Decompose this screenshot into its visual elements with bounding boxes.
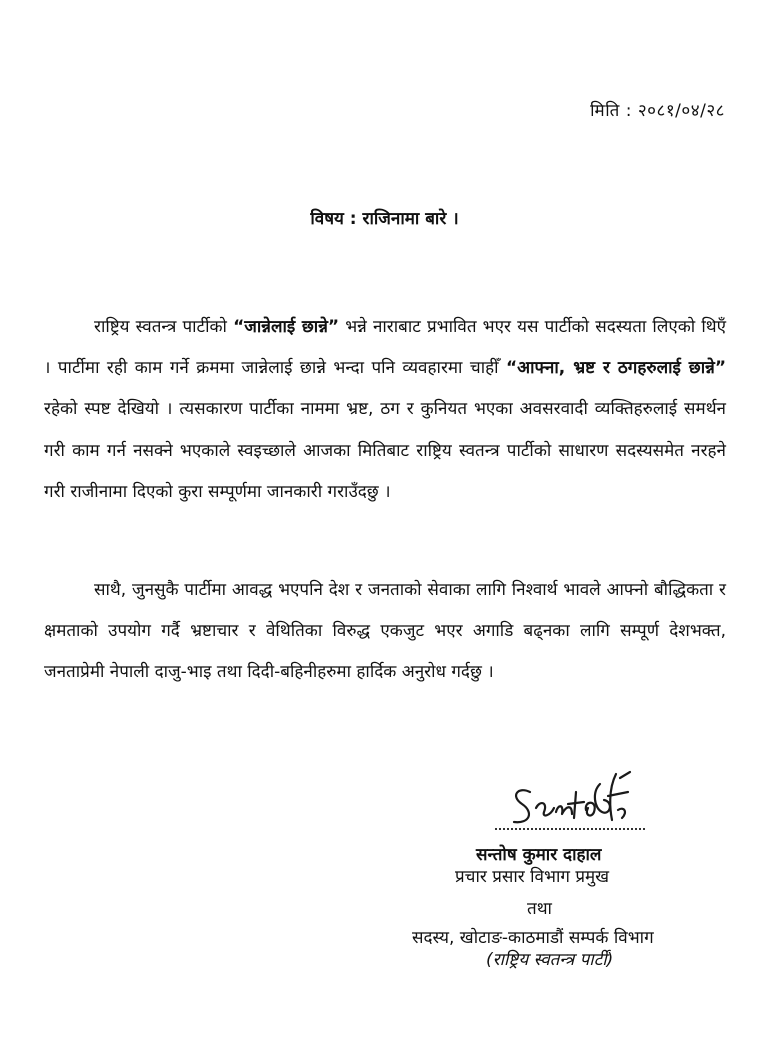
handwritten-signature bbox=[500, 762, 640, 837]
letter-subject: विषय : राजिनामा बारे । bbox=[310, 209, 459, 229]
paragraph-text: साथै, जुनसुकै पार्टीमा आवद्ध भएपनि देश र जनताको सेवाका लागि निश्वार्थ भावले आफ्नो बौद्धिकता र क्षमताको उपयोग गर्दै भ्रष्टाचार र वेथितिका विरुद्ध एकजुट भएर अगाडि बढ्नका लागि सम्पूर्ण देशभक्त, जनताप्रेमी नेपाली दाजु-भाइ तथा दिदी-बहिनीहरुमा हार्दिक अनुरोध गर्दछु । bbox=[44, 580, 726, 683]
paragraph-text: राष्ट्रिय स्वतन्त्र पार्टीको bbox=[94, 317, 234, 337]
party-name: (राष्ट्रिय स्वतन्त्र पार्टी) bbox=[486, 950, 614, 970]
paragraph-text: रहेको स्पष्ट देखियो । त्यसकारण पार्टीका नाममा भ्रष्ट, ठग र कुनियत भएका अवसरवादी व्यक्तिहरुलाई समर्थन गरी काम गर्न नसक्ने भएकाले स्वइच्छाले आजका मितिबाट राष्ट्रिय स्वतन्त्र पार्टीको साधारण सदस्यसमेत नरहने गरी राजीनामा दिएको कुरा सम्पूर्णमा जानकारी गराउँदछु । bbox=[44, 399, 726, 502]
paragraph-appeal bbox=[44, 570, 726, 694]
signatory-name: सन्तोष कुमार दाहाल bbox=[476, 845, 602, 865]
paragraph-resignation bbox=[44, 307, 726, 513]
slogan-quote: “जान्नेलाई छान्ने” bbox=[233, 317, 340, 337]
letter-date: मिति : २०८१/०४/२८ bbox=[590, 101, 725, 121]
signatory-title: प्रचार प्रसार विभाग प्रमुख bbox=[455, 867, 610, 887]
signatory-conjunction: तथा bbox=[527, 899, 552, 919]
signature-line bbox=[495, 828, 645, 830]
paragraph-text: भन्ने नाराबाट प्रभावित भएर यस पार्टीको सदस्यता लिएको थिएँ । पार्टीमा रही काम गर्ने क्रममा जान्नेलाई छान्ने भन्दा पनि व्यवहारमा चाहीँ bbox=[44, 317, 726, 379]
criticism-quote: “आफ्ना, भ्रष्ट र ठगहरुलाई छान्ने” bbox=[505, 358, 726, 379]
signatory-membership: सदस्य, खोटाङ-काठमाडौं सम्पर्क विभाग bbox=[412, 928, 654, 948]
